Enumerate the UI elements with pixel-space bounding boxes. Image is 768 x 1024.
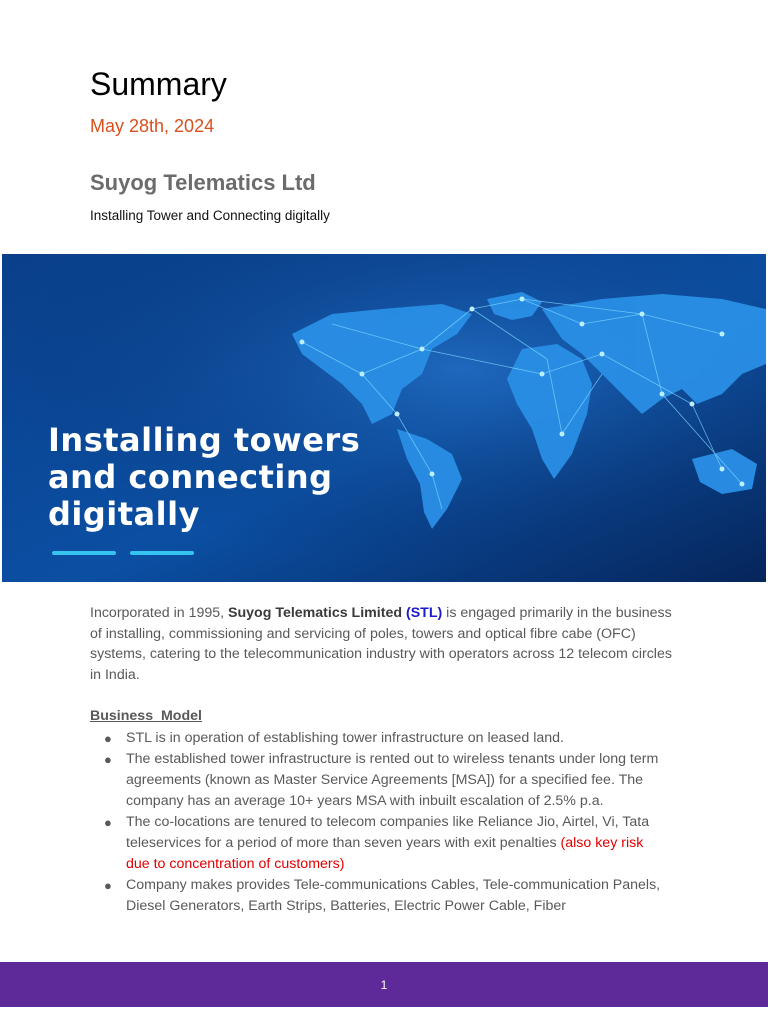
banner-line: and connecting bbox=[48, 458, 333, 496]
list-item bbox=[90, 728, 670, 749]
page-title: Summary bbox=[90, 66, 227, 102]
list-item-text: The co-locations are tenured to telecom companies like Reliance Jio, Airtel, Vi, Tata teleservices for a period of more than seven years with exit penalties bbox=[126, 814, 650, 851]
accent-bar-right bbox=[130, 551, 194, 555]
list-item-text: STL is in operation of establishing tower infrastructure on leased land. bbox=[126, 730, 564, 746]
list-item bbox=[90, 749, 670, 812]
page-footer bbox=[0, 962, 768, 1007]
bullet-icon: ● bbox=[104, 752, 112, 767]
banner-headline bbox=[48, 422, 360, 533]
banner-line: digitally bbox=[48, 495, 200, 533]
business-model-list bbox=[90, 728, 670, 917]
key-risk-note: (also key risk due to concentration of customers) bbox=[126, 835, 644, 872]
intro-prefix: Incorporated in 1995, bbox=[90, 605, 229, 621]
banner-line: Installing towers bbox=[48, 421, 361, 459]
intro-company-name: Suyog Telematics Limited bbox=[228, 605, 403, 621]
report-date: May 28th, 2024 bbox=[90, 116, 215, 136]
business-model-heading: Business Model bbox=[90, 708, 202, 724]
page-number: 1 bbox=[380, 977, 388, 992]
list-item bbox=[90, 875, 670, 917]
hero-banner bbox=[2, 254, 766, 582]
bullet-icon: ● bbox=[104, 815, 112, 830]
bullet-icon: ● bbox=[104, 731, 112, 746]
list-item-text: Company makes provides Tele-communications Cables, Tele-communication Panels, Diesel Generators, Earth Strips, Batteries, Electric Power Cable, Fiber bbox=[126, 877, 661, 914]
stl-abbreviation: (STL) bbox=[405, 605, 443, 621]
intro-paragraph bbox=[90, 603, 675, 685]
intro-body: is engaged primarily in the business of installing, commissioning and servicing of poles, towers and optical fibre cabe (OFC) systems, catering to the telecommunication industry with operators across 12 telecom circles in India. bbox=[90, 605, 672, 683]
list-item bbox=[90, 812, 670, 875]
bullet-icon: ● bbox=[104, 878, 112, 893]
list-item-text: The established tower infrastructure is rented out to wireless tenants under long term agreements (known as Master Service Agreements [MSA]) for a specified fee. The company has an average 10+ years MSA with inbuilt escalation of 2.5% p.a. bbox=[126, 751, 659, 809]
accent-bar-left bbox=[52, 551, 116, 555]
company-tagline: Installing Tower and Connecting digitally bbox=[90, 208, 330, 223]
company-name: Suyog Telematics Ltd bbox=[90, 170, 316, 195]
